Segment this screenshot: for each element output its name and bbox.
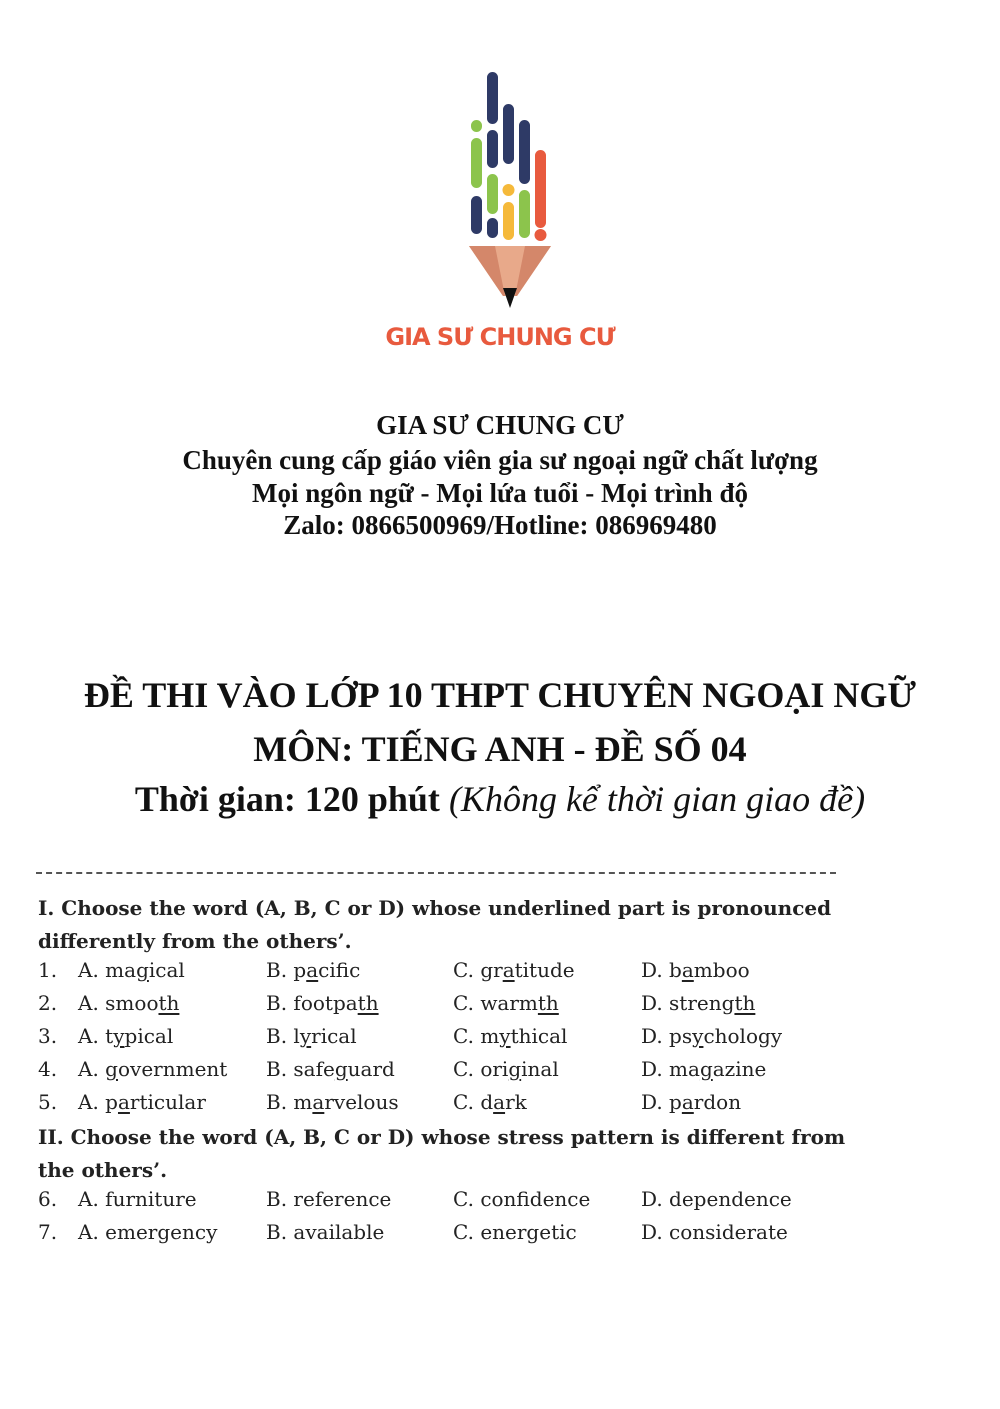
underlined-part: y — [299, 1024, 312, 1048]
answer-option — [266, 1187, 391, 1211]
question-number: 1. — [38, 958, 58, 982]
option-letter: B. — [266, 991, 294, 1015]
answer-option — [78, 1057, 227, 1081]
pencil-logo-icon — [465, 68, 555, 313]
underlined-part: y — [692, 1024, 704, 1048]
answer-option — [453, 1024, 567, 1048]
answer-option — [78, 958, 185, 982]
answer-option — [266, 1090, 399, 1114]
answer-option — [641, 1220, 788, 1244]
question-row — [38, 1090, 838, 1123]
question-number: 5. — [38, 1090, 58, 1114]
exam-title: ĐỀ THI VÀO LỚP 10 THPT CHUYÊN NGOẠI NGỮ — [83, 675, 917, 715]
question-row — [38, 1187, 838, 1220]
option-letter: D. — [641, 991, 670, 1015]
underlined-part: a — [502, 958, 515, 982]
option-letter: C. — [453, 991, 481, 1015]
option-letter: A. — [78, 1090, 106, 1114]
option-word: warmth — [480, 991, 559, 1015]
option-word: smooth — [105, 991, 180, 1015]
answer-option — [78, 991, 179, 1015]
option-letter: B. — [266, 1187, 294, 1211]
underlined-part: g — [508, 1057, 522, 1081]
option-letter: A. — [78, 1024, 106, 1048]
option-letter: A. — [78, 1187, 106, 1211]
answer-option — [453, 958, 575, 982]
answer-option — [641, 1187, 792, 1211]
option-word: confidence — [480, 1187, 591, 1211]
underlined-part: th — [537, 991, 559, 1015]
question-number: 4. — [38, 1057, 58, 1081]
answer-option — [266, 1024, 357, 1048]
underlined-part: a — [681, 1090, 694, 1114]
question-number: 7. — [38, 1220, 58, 1244]
option-word: available — [293, 1220, 385, 1244]
answer-option — [641, 1090, 741, 1114]
underlined-part: a — [493, 1090, 506, 1114]
answer-option — [641, 958, 750, 982]
option-word: pacific — [293, 958, 361, 982]
option-letter: B. — [266, 1090, 294, 1114]
answer-option — [78, 1187, 197, 1211]
option-word: reference — [293, 1187, 392, 1211]
underlined-part: g — [136, 958, 149, 982]
question-number: 2. — [38, 991, 58, 1015]
option-word: marvelous — [293, 1090, 399, 1114]
question-row — [38, 1220, 838, 1253]
exam-subject: MÔN: TIẾNG ANH - ĐỀ SỐ 04 — [253, 729, 747, 769]
option-letter: B. — [266, 1024, 294, 1048]
contact-line: Zalo: 0866500969/Hotline: 086969480 — [283, 510, 717, 540]
option-word: energetic — [480, 1220, 577, 1244]
option-word: strength — [669, 991, 756, 1015]
option-letter: B. — [266, 1220, 294, 1244]
answer-option — [78, 1024, 173, 1048]
option-word: pardon — [669, 1090, 742, 1114]
section-2-title: II. Choose the word (A, B, C or D) whose stress pattern is different from the others’. — [38, 1125, 846, 1182]
answer-option — [453, 1090, 527, 1114]
answer-option — [641, 991, 755, 1015]
option-letter: A. — [78, 1220, 106, 1244]
option-word: government — [105, 1057, 228, 1081]
underlined-part: g — [334, 1057, 348, 1081]
underlined-part: g — [699, 1057, 713, 1081]
exam-time — [0, 778, 1000, 820]
time-note: (Không kể thời gian giao đề) — [448, 779, 866, 819]
question-number: 6. — [38, 1187, 58, 1211]
underlined-part: th — [357, 991, 379, 1015]
option-letter: C. — [453, 1024, 481, 1048]
option-letter: D. — [641, 1090, 670, 1114]
option-word: psychology — [669, 1024, 783, 1048]
option-word: bamboo — [669, 958, 750, 982]
option-letter: C. — [453, 958, 481, 982]
question-row — [38, 1024, 838, 1057]
answer-option — [641, 1024, 782, 1048]
answer-option — [453, 1187, 590, 1211]
answer-option — [78, 1090, 206, 1114]
option-word: dark — [480, 1090, 527, 1114]
option-word: lyrical — [293, 1024, 357, 1048]
company-tagline: Chuyên cung cấp giáo viên gia sư ngoại ngữ chất lượng — [182, 445, 818, 475]
option-letter: D. — [641, 958, 670, 982]
answer-option — [266, 1057, 395, 1081]
option-word: considerate — [669, 1220, 788, 1244]
underlined-part: th — [734, 991, 756, 1015]
answer-option — [78, 1220, 217, 1244]
company-name: GIA SƯ CHUNG CƯ — [376, 410, 624, 440]
option-letter: A. — [78, 1057, 106, 1081]
option-letter: D. — [641, 1187, 670, 1211]
answer-option — [453, 1220, 577, 1244]
underlined-part: a — [681, 958, 694, 982]
option-word: dependence — [669, 1187, 792, 1211]
brand-wordmark: GIA SƯ CHUNG CƯ — [385, 323, 615, 351]
underlined-part: a — [312, 1090, 325, 1114]
option-word: particular — [105, 1090, 206, 1114]
section-1-title: I. Choose the word (A, B, C or D) whose underlined part is pronounced differently from the others’. — [38, 896, 832, 953]
option-letter: C. — [453, 1057, 481, 1081]
answer-option — [266, 1220, 384, 1244]
underlined-part: y — [499, 1024, 511, 1048]
question-row — [38, 991, 838, 1024]
company-slogan: Mọi ngôn ngữ - Mọi lứa tuổi - Mọi trình độ — [252, 478, 748, 508]
underlined-part: th — [158, 991, 180, 1015]
option-letter: B. — [266, 958, 294, 982]
section-divider — [36, 872, 836, 874]
option-word: safeguard — [293, 1057, 395, 1081]
option-letter: C. — [453, 1220, 481, 1244]
option-word: gratitude — [480, 958, 575, 982]
option-letter: D. — [641, 1024, 670, 1048]
option-letter: C. — [453, 1090, 481, 1114]
underlined-part: a — [306, 958, 319, 982]
option-word: furniture — [105, 1187, 197, 1211]
question-number: 3. — [38, 1024, 58, 1048]
option-letter: C. — [453, 1187, 481, 1211]
option-letter: D. — [641, 1220, 670, 1244]
option-letter: A. — [78, 958, 106, 982]
option-letter: A. — [78, 991, 106, 1015]
answer-option — [266, 991, 379, 1015]
option-word: footpath — [293, 991, 379, 1015]
option-word: magazine — [669, 1057, 767, 1081]
option-word: magical — [105, 958, 185, 982]
option-letter: B. — [266, 1057, 294, 1081]
answer-option — [641, 1057, 766, 1081]
question-row — [38, 958, 838, 991]
underlined-part: a — [117, 1090, 130, 1114]
option-letter: D. — [641, 1057, 670, 1081]
option-word: emergency — [105, 1220, 218, 1244]
underlined-part: y — [113, 1024, 125, 1048]
question-row — [38, 1057, 838, 1090]
answer-option — [266, 958, 360, 982]
option-word: original — [480, 1057, 559, 1081]
option-word: mythical — [480, 1024, 568, 1048]
answer-option — [453, 991, 559, 1015]
option-word: typical — [105, 1024, 174, 1048]
answer-option — [453, 1057, 559, 1081]
underlined-part: g — [105, 1057, 118, 1081]
time-label: Thời gian: 120 phút — [134, 779, 440, 819]
